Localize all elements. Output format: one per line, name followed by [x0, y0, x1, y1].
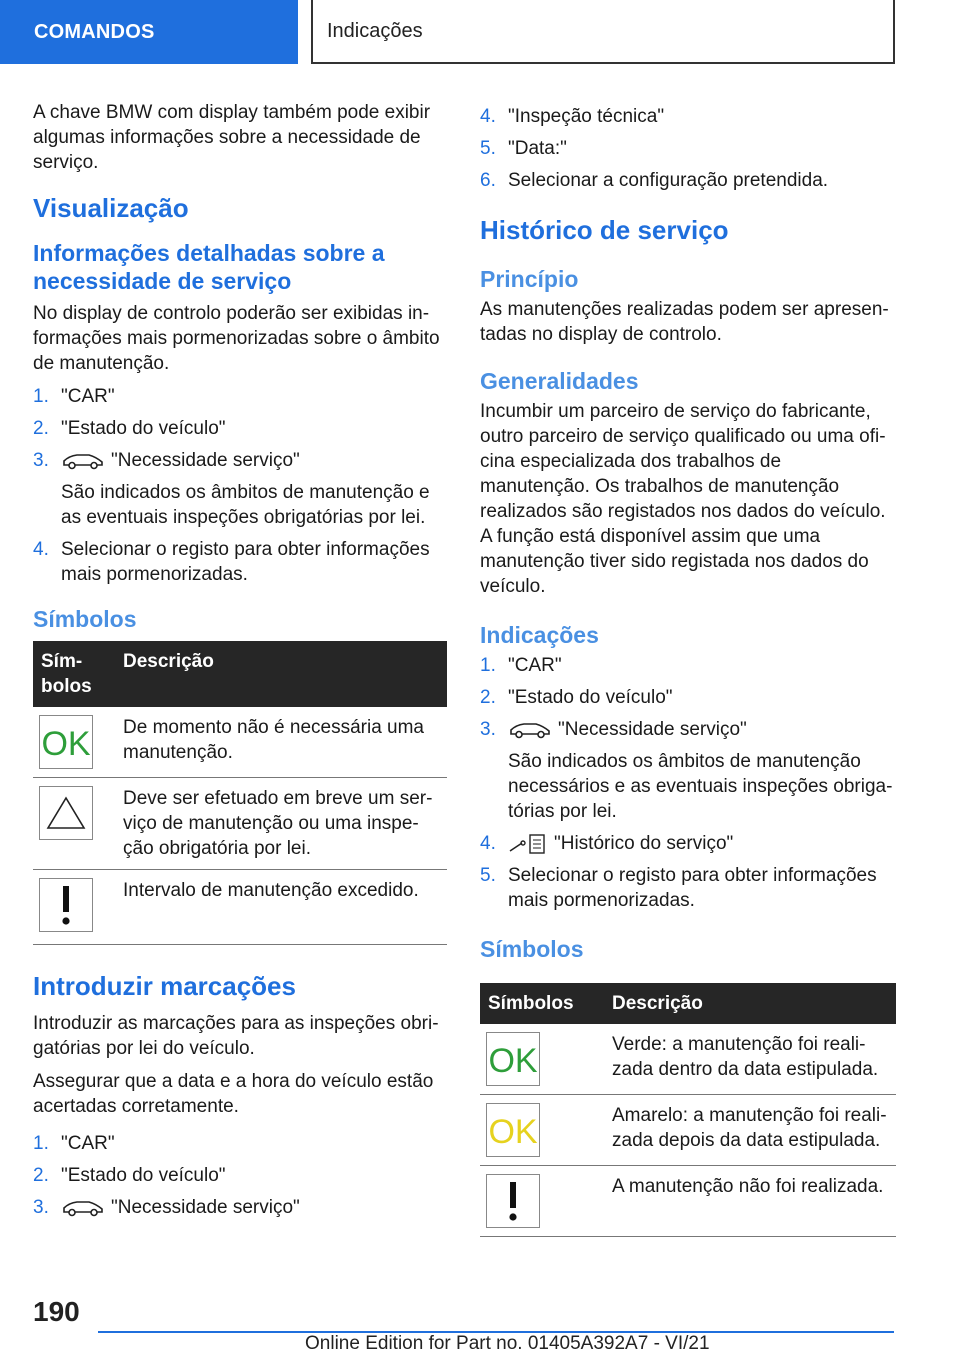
list-number: 6. — [480, 170, 496, 191]
symbols-table — [33, 641, 447, 945]
steps-list — [33, 384, 447, 587]
list-number: 2. — [33, 418, 49, 439]
heading-visualizacao: Visualização — [33, 193, 189, 223]
table-cell-desc: Intervalo de manutenção excedido. — [115, 870, 447, 945]
symbols-table — [480, 983, 896, 1237]
svg-text:OK: OK — [488, 1042, 538, 1079]
table-cell-desc: Amarelo: a manutenção foi realizada depois da data estipulada. — [604, 1095, 896, 1166]
steps-list — [480, 653, 896, 913]
table-row — [33, 778, 447, 870]
table-header-descricao: Descrição — [604, 983, 896, 1024]
heading-indicacoes: Indicações — [480, 622, 599, 648]
list-text: Selecionar a configuração pretendida. — [508, 170, 829, 191]
list-text: "CAR" — [508, 655, 562, 676]
list-subtext: São indicados os âmbitos de manutenção e as eventuais inspeções obrigatórias por lei. — [61, 482, 430, 528]
car-service-icon — [508, 721, 552, 739]
list-number: 3. — [33, 450, 49, 471]
ok-icon — [39, 715, 93, 769]
list-text: "Estado do veículo" — [61, 418, 226, 439]
steps-list-continued — [480, 104, 896, 193]
list-text: Selecionar o registo para obter informações mais pormenorizadas. — [508, 865, 877, 911]
list-text: "Estado do veículo" — [61, 1165, 226, 1186]
list-text: Selecionar o registo para obter informações mais pormenorizadas. — [61, 539, 430, 585]
table-cell-desc: A manutenção não foi realizada. — [604, 1166, 896, 1237]
ok-green-icon — [486, 1032, 540, 1086]
list-item — [33, 1195, 447, 1220]
service-history-icon — [508, 833, 548, 855]
page-number: 190 — [33, 1296, 80, 1327]
table-header-simbolos: Sím-bolos — [33, 641, 115, 707]
heading-info-detalhadas: Informações detalhadas sobre a necessidade de serviço — [33, 240, 385, 294]
list-item — [33, 384, 447, 409]
table-row — [480, 1095, 896, 1166]
heading-generalidades: Generalidades — [480, 368, 639, 394]
left-column — [33, 100, 447, 1228]
intro-text: A chave BMW com display também pode exibir algumas informações sobre a necessidade de serviço. — [33, 102, 431, 173]
list-number: 4. — [480, 833, 496, 854]
table-header-row — [33, 641, 447, 707]
list-text: "Necessidade serviço" — [111, 1197, 300, 1218]
table-header-simbolos: Símbolos — [480, 983, 604, 1024]
list-text: "Necessidade serviço" — [111, 450, 300, 471]
list-text: "Data:" — [508, 138, 567, 159]
list-item — [480, 136, 896, 161]
list-text: "CAR" — [61, 1133, 115, 1154]
heading-principio: Princípio — [480, 266, 579, 292]
svg-text:OK: OK — [488, 1113, 538, 1150]
list-item — [33, 448, 447, 530]
heading-introduzir-marcacoes: Introduzir marcações — [33, 971, 296, 1001]
steps-list-2 — [33, 1131, 447, 1220]
list-item — [33, 537, 447, 587]
marcacoes-text-2: Assegurar que a data e a hora do veículo estão acertadas corretamente. — [33, 1071, 434, 1117]
exclamation-icon — [39, 878, 93, 932]
list-item — [480, 653, 896, 678]
list-number: 4. — [33, 539, 49, 560]
list-text: "Estado do veículo" — [508, 687, 673, 708]
generalidades-text: Incumbir um parceiro de serviço do fabricante, outro parceiro de serviço qualificado ou uma oficina especializada dos trabalhos de manutenção. Os trabalhos de manutenção realizados são registados nos dados do veículo. A função está disponível assim que uma manutenção tiver sido registada nos dados do veículo. — [480, 401, 886, 597]
table-cell-desc: De momento não é necessária uma manutenção. — [115, 707, 447, 778]
svg-text:OK: OK — [41, 725, 91, 762]
list-number: 3. — [480, 719, 496, 740]
list-item — [480, 863, 896, 913]
table-cell-desc: Verde: a manutenção foi realizada dentro da data estipulada. — [604, 1024, 896, 1095]
list-item — [480, 831, 896, 856]
list-number: 1. — [33, 386, 49, 407]
list-number: 2. — [480, 687, 496, 708]
chapter-label: Indicações — [327, 19, 423, 42]
section-tab — [0, 0, 298, 64]
warning-triangle-icon — [39, 786, 93, 840]
list-item — [33, 1163, 447, 1188]
list-item — [480, 104, 896, 129]
list-text: "Histórico do serviço" — [554, 833, 734, 854]
chapter-tab — [311, 0, 895, 64]
exclamation-icon — [486, 1174, 540, 1228]
list-number: 5. — [480, 865, 496, 886]
car-service-icon — [61, 1199, 105, 1217]
table-cell-desc: Deve ser efetuado em breve um serviço de manutenção ou uma inspeção obrigatória por lei. — [115, 778, 447, 870]
right-column — [480, 104, 896, 1237]
list-number: 3. — [33, 1197, 49, 1218]
list-item — [480, 168, 896, 193]
info-text: No display de controlo poderão ser exibidas informações mais pormenorizadas sobre o âmbito de manutenção. — [33, 303, 440, 374]
heading-historico: Histórico de serviço — [480, 215, 729, 245]
ok-yellow-icon — [486, 1103, 540, 1157]
list-text: "CAR" — [61, 386, 115, 407]
table-header-descricao: Descrição — [115, 641, 447, 707]
table-row — [480, 1166, 896, 1237]
list-number: 1. — [480, 655, 496, 676]
list-item — [33, 1131, 447, 1156]
car-service-icon — [61, 452, 105, 470]
edition-text: Online Edition for Part no. 01405A392A7 - VI/21 — [305, 1333, 710, 1354]
list-subtext: São indicados os âmbitos de manutenção necessários e as eventuais inspeções obrigatórias por lei. — [508, 751, 893, 822]
list-number: 5. — [480, 138, 496, 159]
list-item — [480, 717, 896, 824]
heading-simbolos: Símbolos — [480, 936, 584, 962]
table-row — [480, 1024, 896, 1095]
list-item — [33, 416, 447, 441]
heading-simbolos: Símbolos — [33, 606, 137, 632]
list-text: "Inspeção técnica" — [508, 106, 665, 127]
list-number: 1. — [33, 1133, 49, 1154]
table-row — [33, 870, 447, 945]
list-text: "Necessidade serviço" — [558, 719, 747, 740]
list-item — [480, 685, 896, 710]
section-label: COMANDOS — [34, 20, 155, 43]
table-row — [33, 707, 447, 778]
marcacoes-text-1: Introduzir as marcações para as inspeções obrigatórias por lei do veículo. — [33, 1013, 439, 1059]
principio-text: As manutenções realizadas podem ser apresentadas no display de controlo. — [480, 299, 889, 345]
table-header-row — [480, 983, 896, 1024]
list-number: 2. — [33, 1165, 49, 1186]
list-number: 4. — [480, 106, 496, 127]
